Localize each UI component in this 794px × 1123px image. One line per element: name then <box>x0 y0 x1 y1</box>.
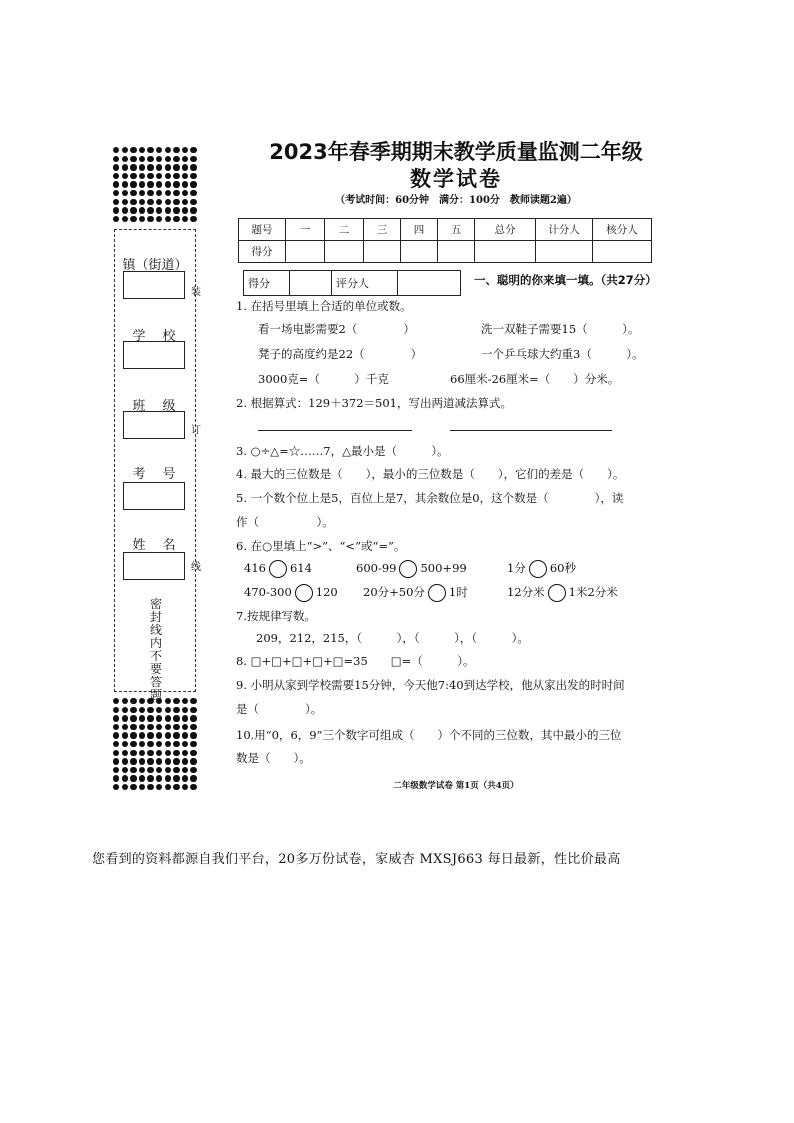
dot <box>130 156 136 162</box>
score-cell[interactable] <box>286 241 325 263</box>
dot <box>173 173 179 179</box>
score-header: 总分 <box>475 219 536 241</box>
question-8: 8. □+□+□+□+□=35 □=（ ）。 <box>236 654 475 668</box>
field-label-name: 姓 名 <box>132 538 178 553</box>
compare-circle[interactable] <box>399 560 417 578</box>
question-9a: 9. 小明从家到学校需要15分钟，今天他7:40到达学校，他从家出发的时时间 <box>236 678 625 692</box>
class-box[interactable] <box>123 411 185 439</box>
section-score-label: 得分 <box>244 271 290 295</box>
compare-circle[interactable] <box>269 560 287 578</box>
dot <box>147 156 153 162</box>
dot <box>130 724 136 730</box>
compare-circle[interactable] <box>548 584 566 602</box>
question-1d: 一个乒乓球大约重3（ ）。 <box>481 347 644 361</box>
dot <box>139 784 145 790</box>
question-1e: 3000克=（ ）千克 <box>258 372 389 386</box>
dot <box>130 732 136 738</box>
side-mark-zhuang: 装 <box>191 287 201 298</box>
dot <box>139 741 145 747</box>
compare-right: 1时 <box>448 585 468 599</box>
dot <box>139 707 145 713</box>
dot <box>130 207 136 213</box>
compare-row-2 <box>244 584 338 602</box>
compare-circle[interactable] <box>529 560 547 578</box>
dot <box>190 164 196 170</box>
dot <box>165 164 171 170</box>
dot <box>173 724 179 730</box>
dot <box>156 784 162 790</box>
dot <box>165 732 171 738</box>
dot <box>182 758 188 764</box>
dot <box>190 784 196 790</box>
dot <box>156 181 162 187</box>
dot <box>113 190 119 196</box>
dot <box>147 207 153 213</box>
dot <box>122 750 128 756</box>
dot <box>173 775 179 781</box>
dot <box>139 775 145 781</box>
side-mark-ding: 订 <box>191 425 201 436</box>
score-cell[interactable] <box>475 241 536 263</box>
dot <box>156 207 162 213</box>
dot <box>113 715 119 721</box>
dot <box>156 216 162 222</box>
dot <box>173 767 179 773</box>
dot <box>182 775 188 781</box>
dot <box>130 758 136 764</box>
dot <box>182 199 188 205</box>
compare-row-2b <box>363 584 468 602</box>
question-9b: 是（ ）。 <box>236 702 323 716</box>
dot <box>165 715 171 721</box>
dot <box>173 715 179 721</box>
dot <box>173 199 179 205</box>
compare-right: 614 <box>289 561 312 575</box>
dot <box>147 147 153 153</box>
dot <box>182 707 188 713</box>
compare-circle[interactable] <box>295 584 313 602</box>
dot <box>165 775 171 781</box>
dot <box>173 216 179 222</box>
dot <box>130 767 136 773</box>
dot <box>113 147 119 153</box>
town-box[interactable] <box>123 271 185 299</box>
dot <box>190 216 196 222</box>
dot <box>139 156 145 162</box>
dot <box>165 698 171 704</box>
dot <box>139 732 145 738</box>
dot <box>173 741 179 747</box>
dot <box>156 190 162 196</box>
dot <box>165 207 171 213</box>
dot <box>156 775 162 781</box>
dot <box>156 732 162 738</box>
section-heading: 一、聪明的你来填一填。（共27分） <box>474 273 657 287</box>
dot <box>165 156 171 162</box>
dot <box>190 156 196 162</box>
dot <box>122 724 128 730</box>
dot <box>165 216 171 222</box>
dot <box>130 775 136 781</box>
score-row-label: 得分 <box>239 241 286 263</box>
dot <box>182 164 188 170</box>
section-score-cell[interactable] <box>290 271 332 295</box>
dot <box>182 181 188 187</box>
dot <box>165 724 171 730</box>
exam-title: 2023年春季期期末教学质量监测二年级 <box>269 140 643 164</box>
dot <box>122 164 128 170</box>
score-cell[interactable] <box>364 241 401 263</box>
exam-info: （考试时间：60分钟 满分：100分 教师读题2遍） <box>335 195 577 206</box>
dot <box>190 732 196 738</box>
compare-left: 20分+50分 <box>363 585 425 599</box>
dot <box>147 181 153 187</box>
question-7: 7.按规律写数。 <box>236 609 316 623</box>
dot <box>122 190 128 196</box>
dot <box>113 784 119 790</box>
dot <box>156 147 162 153</box>
dot <box>156 173 162 179</box>
dot <box>130 216 136 222</box>
dot <box>147 767 153 773</box>
dot <box>173 164 179 170</box>
dot <box>190 741 196 747</box>
section-grader-label: 评分人 <box>332 271 398 295</box>
dot <box>113 724 119 730</box>
dot <box>173 750 179 756</box>
dot <box>173 207 179 213</box>
subject-title: 数学试卷 <box>410 167 502 191</box>
dot <box>147 784 153 790</box>
dot <box>139 173 145 179</box>
dot <box>130 147 136 153</box>
dot <box>147 775 153 781</box>
dot <box>156 156 162 162</box>
dot <box>173 156 179 162</box>
score-header: 二 <box>325 219 364 241</box>
dot <box>130 715 136 721</box>
dot <box>130 164 136 170</box>
compare-circle[interactable] <box>428 584 446 602</box>
dot <box>182 207 188 213</box>
score-header: 计分人 <box>536 219 593 241</box>
compare-right: 120 <box>315 585 338 599</box>
dot <box>165 784 171 790</box>
dot <box>190 715 196 721</box>
side-mark-xian: 线 <box>191 562 201 573</box>
dot <box>173 181 179 187</box>
dot <box>165 741 171 747</box>
dot <box>190 698 196 704</box>
dot <box>190 199 196 205</box>
dot <box>130 707 136 713</box>
dot <box>130 784 136 790</box>
promo-text: 您看到的资料都源自我们平台，20多万份试卷，家威杏 MXSJ663 每日最新，性比价最高 <box>92 852 621 867</box>
dot <box>147 715 153 721</box>
field-label-town: 镇（街道） <box>122 258 188 273</box>
dot <box>147 732 153 738</box>
dot <box>122 156 128 162</box>
dot <box>182 173 188 179</box>
dot <box>113 707 119 713</box>
dot <box>139 758 145 764</box>
dot <box>139 164 145 170</box>
dot <box>190 207 196 213</box>
answer-line[interactable] <box>258 430 412 431</box>
dot <box>165 707 171 713</box>
dot <box>147 758 153 764</box>
dot <box>113 758 119 764</box>
dot <box>147 173 153 179</box>
dot <box>182 190 188 196</box>
score-header: 核分人 <box>593 219 652 241</box>
dot <box>182 732 188 738</box>
dot <box>165 190 171 196</box>
page-footer: 二年级数学试卷 第1页（共4页） <box>393 781 519 791</box>
dot <box>147 724 153 730</box>
dot <box>165 181 171 187</box>
score-table <box>238 218 652 263</box>
dot <box>139 750 145 756</box>
question-4: 4. 最大的三位数是（ ），最小的三位数是（ ），它们的差是（ ）。 <box>236 467 625 481</box>
dot <box>147 741 153 747</box>
dot <box>130 750 136 756</box>
question-3: 3. ○÷△=☆……7，△最小是（ ）。 <box>236 444 449 458</box>
field-label-exam-number: 考 号 <box>132 467 178 482</box>
question-7a: 209，212，215，（ ），（ ），（ ）。 <box>256 631 529 645</box>
score-header: 三 <box>364 219 401 241</box>
score-header: 五 <box>438 219 475 241</box>
score-cell[interactable] <box>593 241 652 263</box>
dot <box>165 173 171 179</box>
dot <box>190 707 196 713</box>
dot <box>182 767 188 773</box>
score-cell[interactable] <box>325 241 364 263</box>
dot <box>147 190 153 196</box>
question-5a: 5. 一个数个位上是5，百位上是7，其余数位是0，这个数是（ ），读 <box>236 491 624 505</box>
answer-line[interactable] <box>450 430 612 431</box>
dot <box>190 775 196 781</box>
dot <box>122 216 128 222</box>
dot <box>130 173 136 179</box>
dot <box>122 715 128 721</box>
dot <box>122 758 128 764</box>
question-5b: 作（ ）。 <box>236 515 334 529</box>
dot <box>130 181 136 187</box>
dot <box>122 732 128 738</box>
dot <box>122 147 128 153</box>
dot <box>156 715 162 721</box>
score-header: 一 <box>286 219 325 241</box>
question-1f: 66厘米-26厘米=（ ）分米。 <box>450 372 620 386</box>
dot <box>190 750 196 756</box>
dot <box>190 147 196 153</box>
dot <box>147 750 153 756</box>
dot <box>122 207 128 213</box>
dot <box>173 732 179 738</box>
dot <box>113 750 119 756</box>
dot <box>122 784 128 790</box>
dot <box>113 741 119 747</box>
dot <box>122 741 128 747</box>
dot <box>182 698 188 704</box>
dot <box>139 181 145 187</box>
section-grader-cell[interactable] <box>398 271 460 295</box>
dot <box>130 698 136 704</box>
dot <box>113 173 119 179</box>
dot <box>130 741 136 747</box>
dot <box>182 156 188 162</box>
question-1: 1. 在括号里填上合适的单位或数。 <box>236 299 412 313</box>
question-10a: 10.用“0，6，9”三个数字可组成（ ）个不同的三位数，其中最小的三位 <box>236 728 622 742</box>
section-score-box <box>243 270 461 296</box>
dot <box>113 181 119 187</box>
dot <box>182 750 188 756</box>
dot <box>139 190 145 196</box>
score-cell[interactable] <box>536 241 593 263</box>
field-label-school: 学 校 <box>132 329 178 344</box>
dot <box>139 715 145 721</box>
dot <box>122 199 128 205</box>
dot <box>156 164 162 170</box>
dot <box>190 181 196 187</box>
dot <box>113 207 119 213</box>
dot <box>182 784 188 790</box>
dot <box>139 207 145 213</box>
dot <box>165 147 171 153</box>
dot <box>122 775 128 781</box>
compare-right: 60秒 <box>549 561 576 575</box>
dot <box>122 173 128 179</box>
dot <box>182 147 188 153</box>
school-box[interactable] <box>123 341 185 369</box>
compare-row-2c <box>507 584 618 602</box>
dot <box>113 767 119 773</box>
dot <box>122 707 128 713</box>
score-cell[interactable] <box>438 241 475 263</box>
dot <box>139 698 145 704</box>
question-10b: 数是（ ）。 <box>236 751 311 765</box>
dot <box>156 724 162 730</box>
dot <box>139 724 145 730</box>
compare-left: 12分米 <box>507 585 545 599</box>
dot <box>147 707 153 713</box>
dot <box>156 707 162 713</box>
dot <box>113 199 119 205</box>
dot <box>113 775 119 781</box>
dot <box>182 715 188 721</box>
dot <box>113 164 119 170</box>
dot <box>147 199 153 205</box>
dot <box>165 199 171 205</box>
compare-left: 470-300 <box>244 585 292 599</box>
dot <box>182 724 188 730</box>
compare-row-1b <box>356 560 467 578</box>
dot <box>113 732 119 738</box>
dot <box>139 216 145 222</box>
compare-left: 600-99 <box>356 561 397 575</box>
dot <box>122 181 128 187</box>
seal-notice: 密封线内不要答题 <box>149 597 162 702</box>
compare-row-1 <box>244 560 312 578</box>
compare-right: 1米2分米 <box>568 585 618 599</box>
dot <box>113 216 119 222</box>
dot <box>139 767 145 773</box>
dot <box>156 741 162 747</box>
dot <box>113 698 119 704</box>
compare-left: 416 <box>244 561 266 575</box>
dot <box>130 190 136 196</box>
dot <box>156 758 162 764</box>
score-header: 题号 <box>239 219 286 241</box>
dot-pattern-bottom <box>112 697 198 792</box>
name-box[interactable] <box>123 552 185 580</box>
compare-left: 1分 <box>507 561 526 575</box>
dot <box>147 216 153 222</box>
dot <box>156 750 162 756</box>
dot <box>122 698 128 704</box>
dot <box>190 190 196 196</box>
score-header: 四 <box>401 219 438 241</box>
dot <box>113 156 119 162</box>
dot <box>182 216 188 222</box>
dot <box>190 758 196 764</box>
dot <box>147 164 153 170</box>
dot <box>165 758 171 764</box>
dot <box>182 741 188 747</box>
dot <box>173 784 179 790</box>
dot <box>173 147 179 153</box>
dot <box>190 173 196 179</box>
compare-row-1c <box>507 560 576 578</box>
dot <box>139 147 145 153</box>
dot <box>173 698 179 704</box>
question-1b: 洗一双鞋子需要15（ ）。 <box>481 322 640 336</box>
dot <box>173 707 179 713</box>
dot <box>173 190 179 196</box>
dot <box>130 199 136 205</box>
dot <box>190 724 196 730</box>
dot <box>139 199 145 205</box>
dot <box>165 750 171 756</box>
compare-right: 500+99 <box>420 561 467 575</box>
question-6: 6. 在○里填上“>”、“<”或“=”。 <box>236 539 406 553</box>
dot <box>156 199 162 205</box>
dot <box>173 758 179 764</box>
question-1a: 看一场电影需要2（ ） <box>258 322 415 336</box>
exam-number-box[interactable] <box>123 482 185 510</box>
dot <box>122 767 128 773</box>
dot <box>156 767 162 773</box>
question-1c: 凳子的高度约是22（ ） <box>258 347 423 361</box>
question-2: 2. 根据算式：129＋372＝501，写出两道减法算式。 <box>236 396 512 410</box>
score-cell[interactable] <box>401 241 438 263</box>
dot <box>165 767 171 773</box>
dot <box>190 767 196 773</box>
dot-pattern-top <box>112 146 198 223</box>
field-label-class: 班 级 <box>132 399 178 414</box>
